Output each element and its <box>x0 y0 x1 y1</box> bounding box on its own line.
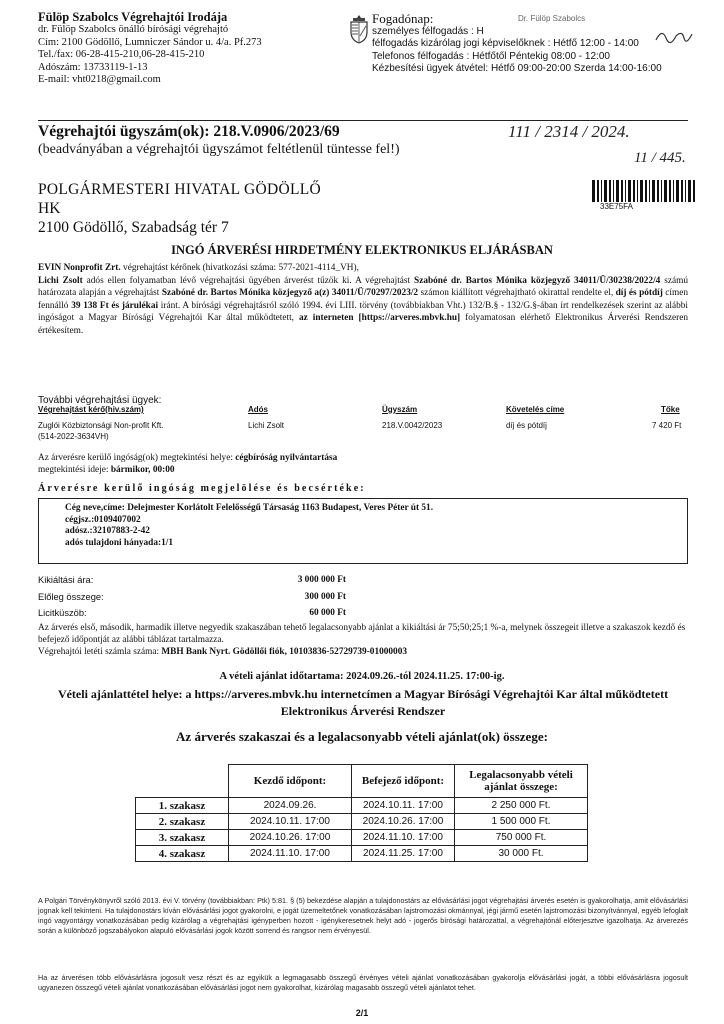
price-value: 60 000 Ft <box>309 608 346 618</box>
stage-label: 2. szakasz <box>136 814 229 830</box>
stage-min-offer: 30 000 Ft. <box>455 846 588 862</box>
intro-text: címen fennálló <box>38 288 688 311</box>
further-case-no: 218.V.0042/2023 <box>382 421 443 430</box>
account-number: MBH Bank Nyrt. Gödöllői fiók, 10103836-52729739-01000003 <box>161 647 407 657</box>
page-number: 2/1 <box>355 1008 369 1018</box>
intro-text: iránt. A bírósági végrehajtásról szóló 1994. évi LIII. törvény (továbbiakban Vht.) 132/B.§ - 132/G.§-ában írt rendelkezések szerint az alábbi ingóságot a Magyar Bírósági Végrehajtói Kar által működtetett, <box>38 300 688 324</box>
stage-end: 2024.10.11. 17:00 <box>352 798 455 814</box>
viewing-place-label: Az árverésre kerülő ingóság(ok) megtekintési helye: <box>38 453 236 463</box>
price-row <box>38 589 358 606</box>
signature-icon <box>654 26 694 48</box>
item-line: adósz.:32107883-2-42 <box>65 526 150 537</box>
stage-start: 2024.09.26. <box>229 798 352 814</box>
price-value: 300 000 Ft <box>304 591 346 602</box>
further-creditor-ref: (514-2022-3634VH) <box>38 432 109 441</box>
price-row <box>38 572 358 589</box>
item-section-title: Árverésre kerülő ingóság megjelölése és becsértéke: <box>38 483 366 494</box>
header-divider <box>38 120 688 121</box>
case-number: Végrehajtói ügyszám(ok): 218.V.0906/2023/69 <box>38 123 340 140</box>
notary-decision: Szabóné dr. Bartos Mónika közjegyző 34011/Ü/30238/2022/4 <box>414 275 661 286</box>
footnote-multiple-holders: Ha az árverésen több elővásárlásra jogosult vesz részt és az egyikük a legmagasabb összegű érvényes vételi ajánlat vonatkozásában gyakorolja elővásárlási jogát, a többi elővásárlásra jogosult ugyanezen összegű vételi ajánlat vonatkozásában elővásárlási jogot nem gyakorolhat, kizárólag magasabb összegű vételi ajánlatot tehet. <box>38 973 688 992</box>
price-row <box>38 605 358 622</box>
offer-period: A vételi ajánlat időtartama: 2024.09.26.-tól 2024.11.25. 17:00-ig. <box>219 671 505 682</box>
office-line: Tel./fax: 06-28-415-210,06-28-415-210 <box>38 49 205 61</box>
table-row <box>136 846 588 862</box>
barcode-icon <box>592 180 696 202</box>
intro-text: számon kiállított végrehajtható okirattal rendelte el, <box>418 288 616 299</box>
office-header <box>38 10 338 87</box>
addressee-block <box>38 180 321 237</box>
stage-min-offer: 2 250 000 Ft. <box>455 798 588 814</box>
table-row <box>136 830 588 846</box>
col-header: Követelés címe <box>506 405 565 414</box>
stage-start: 2024.11.10. 17:00 <box>229 846 352 862</box>
stage-start: 2024.10.11. 17:00 <box>229 814 352 830</box>
intro-text: végrehajtást kérőnek (hivatkozási száma: 577-2021-4114_VH), <box>120 263 359 273</box>
reception-line: személyes félfogadás : H <box>372 26 484 37</box>
col-header: Ügyszám <box>382 405 418 414</box>
office-line: dr. Fülöp Szabolcs önálló bírósági végrehajtó <box>38 24 229 35</box>
viewing-place: cégbíróság nyilvántartása <box>235 453 338 463</box>
case-note: (beadványában a végrehajtói ügyszámot feltétlenül tüntesse fel!) <box>38 142 400 157</box>
handwritten-subnumber: 11 / 445. <box>634 150 686 166</box>
stage-label: 1. szakasz <box>136 798 229 814</box>
table-header: Befejező időpont: <box>352 765 455 798</box>
auction-url: az interneten [https://arveres.mbvk.hu] <box>299 313 461 324</box>
stage-rules <box>38 622 688 658</box>
reception-line: Telefonos félfogadás : Hétfőtől Péntekig 08:00 - 12:00 <box>372 50 610 62</box>
price-label: Kikiáltási ára: <box>38 575 94 585</box>
handwritten-registration: 111 / 2314 / 2024. <box>508 122 630 141</box>
offer-place: Vételi ajánlattétel helye: a https://arveres.mbvk.hu internetcímen a Magyar Bírósági Végrehajtói Kar által működtetett Elektronikus Árverési Rendszer <box>57 687 669 718</box>
stage-label: 4. szakasz <box>136 846 229 862</box>
stamp-name: Dr. Fülöp Szabolcs <box>518 14 586 23</box>
stage-min-offer: 750 000 Ft. <box>455 830 588 846</box>
claim-type: díj és pótdíj <box>615 288 663 299</box>
office-line: Adószám: 13733119-1-13 <box>38 61 148 73</box>
col-header: Adós <box>248 405 268 414</box>
reception-line: félfogadás kizárólag jogi képviselőknek : Hétfő 12:00 - 14:00 <box>372 38 639 50</box>
intro-paragraph <box>38 262 688 338</box>
stage-rules-text: Az árverés első, második, harmadik illetve negyedik szakaszában tehető legalacsonyabb ajánlat a kikiáltási ár 75;50;25;1 %-a, melynek összegeit illetve a szakaszok kezdő és befejező időpontját az alábbi táblázat tartalmazza. <box>38 623 686 645</box>
table-header-row <box>136 765 588 798</box>
item-line: cégjsz.:0109407002 <box>65 514 141 525</box>
coat-of-arms-icon <box>348 14 370 44</box>
document-title: INGÓ ÁRVERÉSI HIRDETMÉNY ELEKTRONIKUS ELJÁRÁSBAN <box>171 243 553 257</box>
stage-label: 3. szakasz <box>136 830 229 846</box>
further-claim: díj és pótdíj <box>506 421 547 430</box>
addressee-address: 2100 Gödöllő, Szabadság tér 7 <box>38 219 229 236</box>
barcode-number: 33E75FA <box>600 202 633 211</box>
table-header: Kezdő időpont: <box>229 765 352 798</box>
notary-document: Szabóné dr. Bartos Mónika közjegyző a(z) 34011/Ü/70297/2023/2 <box>161 288 419 299</box>
col-header: Végrehajtást kérő(hiv.szám) <box>38 405 144 414</box>
item-line: Cég neve,címe: Delejmester Korlátolt Felelősségű Társaság 1163 Budapest, Veres Péter út 51. <box>65 503 434 513</box>
viewing-time: bármikor, 00:00 <box>110 465 175 475</box>
account-label: Végrehajtói letéti számla száma: <box>38 647 162 657</box>
addressee-name: POLGÁRMESTERI HIVATAL GÖDÖLLŐ <box>38 181 322 198</box>
table-row <box>136 798 588 814</box>
viewing-info <box>38 452 688 476</box>
item-description <box>38 498 688 564</box>
reception-title: Fogadónap: <box>372 11 434 26</box>
intro-text: folyamatosan elérhető Elektronikus Árverési Rendszeren értékesítem. <box>38 313 689 336</box>
price-label: Licitküszöb: <box>38 608 87 618</box>
table-header <box>136 765 229 798</box>
price-label: Előleg összege: <box>38 591 104 602</box>
col-header: Tőke <box>661 405 680 414</box>
further-creditor: Zuglói Közbiztonsági Non-profit Kft. <box>38 421 164 430</box>
stage-end: 2024.11.10. 17:00 <box>352 830 455 846</box>
office-line: Cím: 2100 Gödöllő, Lumniczer Sándor u. 4/a. Pf.273 <box>38 36 262 48</box>
stages-table <box>135 764 588 862</box>
stages-title: Az árverés szakaszai és a legalacsonyabb vételi ajánlat(ok) összege: <box>176 729 548 744</box>
stage-min-offer: 1 500 000 Ft. <box>455 814 588 830</box>
reception-line: Kézbesítési ügyek átvétel: Hétfő 09:00-20:00 Szerda 14:00-16:00 <box>372 63 662 75</box>
addressee-line2: HK <box>38 200 61 217</box>
claim-amount: 39 138 Ft és járulékai <box>71 300 159 311</box>
item-line: adós tulajdoni hányada:1/1 <box>65 537 173 548</box>
office-name: Fülöp Szabolcs Végrehajtói Irodája <box>38 10 228 24</box>
creditor-name: EVIN Nonprofit Zrt. <box>38 263 121 273</box>
intro-text: számú határozata alapján a végrehajtást <box>38 275 688 299</box>
further-capital: 7 420 Ft <box>652 421 682 430</box>
stage-end: 2024.10.26. 17:00 <box>352 814 455 830</box>
further-debtor: Lichi Zsolt <box>248 421 285 430</box>
table-row <box>136 814 588 830</box>
stage-end: 2024.11.25. 17:00 <box>352 846 455 862</box>
table-header: Legalacsonyabb vételi ajánlat összege: <box>455 765 588 798</box>
debtor-name: Lichi Zsolt <box>38 275 83 286</box>
intro-text: adós ellen folyamatban lévő végrehajtási ügyében árverést tűzök ki. A végrehajtást <box>82 275 415 286</box>
viewing-time-label: megtekintési ideje: <box>38 465 111 475</box>
price-value: 3 000 000 Ft <box>297 575 346 585</box>
stage-start: 2024.10.26. 17:00 <box>229 830 352 846</box>
footnote-preemption: A Polgári Törvénykönyvről szóló 2013. évi V. törvény (továbbiakban: Ptk) 5:81. § (5) bekezdése alapján a tulajdonostárs az elővásárlási jogot végrehajtási árverés esetén is gyakorolhatja, amit elővásárlási jognak kell tekinteni. Ha tulajdonostárs kíván elővásárlási jogot gyakorolni, e jogát üzemeltetőnek vonatkozásában lajstromozási okmánnyal, jégi jármű esetén lajstromozási bizonyítvánnyal, egyéb lefoglalt ingó vagyontárgy vonatkozásában pedig kizárólag a végrehajtási igényperben hozott - igénykeresetnek helyt adó - jogerős bírósági határozattal, a végrehajtónál előterjesztve igazolhatja. Az árverezés során a különböző jogszabályokon alapuló elővásárlási jogok között sorrend és rangsor nem érvényesül. <box>38 896 688 935</box>
price-list <box>38 572 358 622</box>
office-line: E-mail: vht0218@gmail.com <box>38 74 161 86</box>
further-cases-title: További végrehajtási ügyek: <box>38 395 162 406</box>
